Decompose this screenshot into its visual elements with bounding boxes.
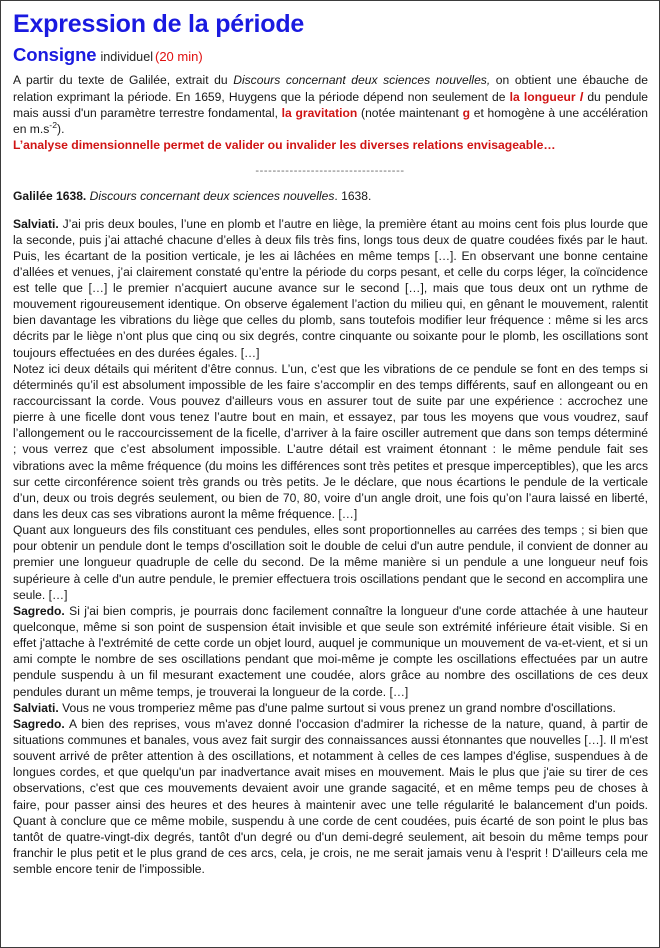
dialogue-text: Si j'ai bien compris, je pourrais donc facilement connaître la longueur d'une corde attachée à une hauteur quelconque, même si son point de suspension était invisible et que seule son extrémité inférieure était visible. Si en effet j'attache à l'extrémité de cette corde un objet lourd, auquel je communique un mouvement de va-et-vient, et si un ami compte le nombre de ses oscillations pendant que moi-même je compte les oscillations effectuées par un autre pendule suspendu à un fil mesurant exactement une coudée, alors grâce au nombre des oscillations de ces deux pendules durant un même temps, je trouverai la longueur de la corde. […] [13,603,648,699]
speaker-name: Sagredo. [13,716,65,731]
intro-text-part4: (notée maintenant [357,105,463,120]
intro-text-part6: ). [57,121,65,136]
instruction-duration: (20 min) [155,49,203,64]
dialogue-text: J’ai pris deux boules, l’une en plomb et l’autre en liège, la première étant au moins cent fois plus lourde que la seconde, puis j’ai attaché chacune d’elles à deux fils très fins, longs tous deux de quatre coudées fixés par le haut. Puis, les écartant de la position verticale, je les ai lâchées en même temps […]. En observant une bonne centaine d’allées et venues, j’ai clairement constaté qu’entre la période du corps pesant, et celle du corps léger, la coïncidence est telle que […] le premier n’acquiert aucune avance sur le second […], mais que tous deux ont un rythme de mouvement rigoureusement identique. On observe également l’action du milieu qui, en gênant le mouvement, ralentit bien davantage les vibrations du liège que celles du plomb, sans toutefois modifier leur fréquence : même si les arcs décrits par le liège n’ont plus que cinq ou six degrés, contre cinquante ou soixante pour le plomb, les oscillations sont toujours effectuées en des durées égales. […] [13,216,648,360]
page-title: Expression de la période [13,10,305,38]
source-author-year: Galilée 1638. [13,189,87,204]
dialogue-text: Quant aux longueurs des fils constituant ces pendules, elles sont proportionnelles au carrées des temps ; si bien que pour obtenir un pendule dont le temps d'oscillation soit le double de celui d'un autre pendule, il convient de donner au premier une longueur quadruple de celle du second. De la même manière si un pendule a une longueur neuf fois supérieure à celle d'un autre pendule, le premier effectuera trois oscillations pendant que le second en accomplira une seule. […] [13,523,648,602]
instruction-heading [13,44,650,66]
dialogue-paragraph-3 [13,522,650,603]
symbol-g: g [462,105,471,120]
instruction-label: Consigne [13,44,97,65]
speaker-name: Salviati. [13,700,59,715]
source-work-title: Discours concernant deux sciences nouvelles [89,189,335,204]
section-divider: ----------------------------------- [255,165,405,178]
highlight-longueur: la longueur [509,89,580,104]
symbol-l: l [579,89,584,104]
speaker-name: Sagredo. [13,603,65,618]
dialogue-text: Notez ici deux détails qui méritent d’être connus. L’un, c’est que les vibrations de ce pendule se font en des temps si déterminés qu’il est absolument impossible de les faire s’accomplir en des temps différents, sauf en allongeant ou en raccourcissant la corde. Vous pouvez d'ailleurs vous en assurer tout de suite par une expérience : accrochez une pierre à une ficelle dont vous tenez l’autre bout en main, et essayez, par tous les moyens que vous voudrez, sauf l’allongement ou le raccourcissement de la ficelle, d’arriver à la faire osciller autrement que dans son temps déterminé ; vous verrez que c’est absolument impossible. L’autre détail est vraiment étonnant : le même pendule fait ses vibrations avec la même fréquence (du moins les différences sont très petites et presque imperceptibles), que les arcs sur cette circonférence soient très grands ou très petits. Je le déclare, que nous écartions le pendule de la verticale d’un, deux ou trois degrés seulement, ou bien de 70, 80, voire d’un angle droit, une fois qu’on l’aura laissé en liberté, dans les deux cas ses vibrations auront la même fréquence. […] [13,361,648,522]
dialogue-paragraph-4 [13,603,650,700]
instruction-mode: individuel [100,50,153,64]
work-title-reference: Discours concernant deux sciences nouvelles, [233,73,491,88]
intro-text-part2: on obtient une ébauche de relation exprimant la période. En 1659, Huygens que la période dépend non seulement de [13,73,648,104]
dialogue-text: Vous ne vous tromperiez même pas d'une palme surtout si vous prenez un grand nombre d'oscillations. [58,700,616,715]
intro-text-part5: et homogène à une accélération en m.s [13,105,648,136]
unit-exponent: -2 [49,119,58,130]
source-period-year: . 1638. [334,189,372,204]
dialogue-text: A bien des reprises, vous m'avez donné l'occasion d'admirer la richesse de la nature, quand, à partir de situations communes et banales, vous avez fait surgir des connaissances aussi étonnantes que nouvelles […]. Il m'est souvent arrivé de prêter attention à des oscillations, et notamment à celles de ces lampes d'église, suspendues à de longues cordes, et que quelqu'un par inadvertance avait mises en mouvement. Mais le plus que j'aie su tirer de ces observations, c'est que ces mouvements devaient avoir une grande sagacité, et en même temps peu de choses à faire, pour passer ainsi des heures et des heures à maintenir avec une telle régularité le balancement d'un poids. Quant à conclure que ce même mobile, suspendu à une corde de cent coudées, puis écarté de son point le plus bas tantôt de quatre-vingt-dix degrés, tantôt d'un degré ou d'un demi-degré seulement, ait besoin du même temps pour franchir le plus petit et le plus grand de ces arcs, cela, je crois, ne me serait jamais venu à l'esprit ! D'ailleurs cela me semble encore tenir de l'impossible. [13,716,648,877]
spacer [10,205,650,216]
document-body [1,1,659,877]
dialogue-paragraph-1 [13,216,650,361]
highlight-gravitation: la gravitation [281,105,358,120]
intro-text-part3: du pendule mais aussi d'un paramètre terrestre fondamental, [13,89,648,120]
source-citation [13,188,650,204]
intro-paragraph [13,72,650,137]
dimensional-analysis-note: L’analyse dimensionnelle permet de valider ou invalider les diverses relations envisageable… [13,137,556,152]
dialogue-paragraph-2 [13,361,650,522]
speaker-name: Salviati. [13,216,59,231]
intro-text-part1: A partir du texte de Galilée, extrait du [13,73,234,88]
dialogue-paragraph-6 [13,716,650,877]
dialogue-paragraph-5 [13,700,650,716]
